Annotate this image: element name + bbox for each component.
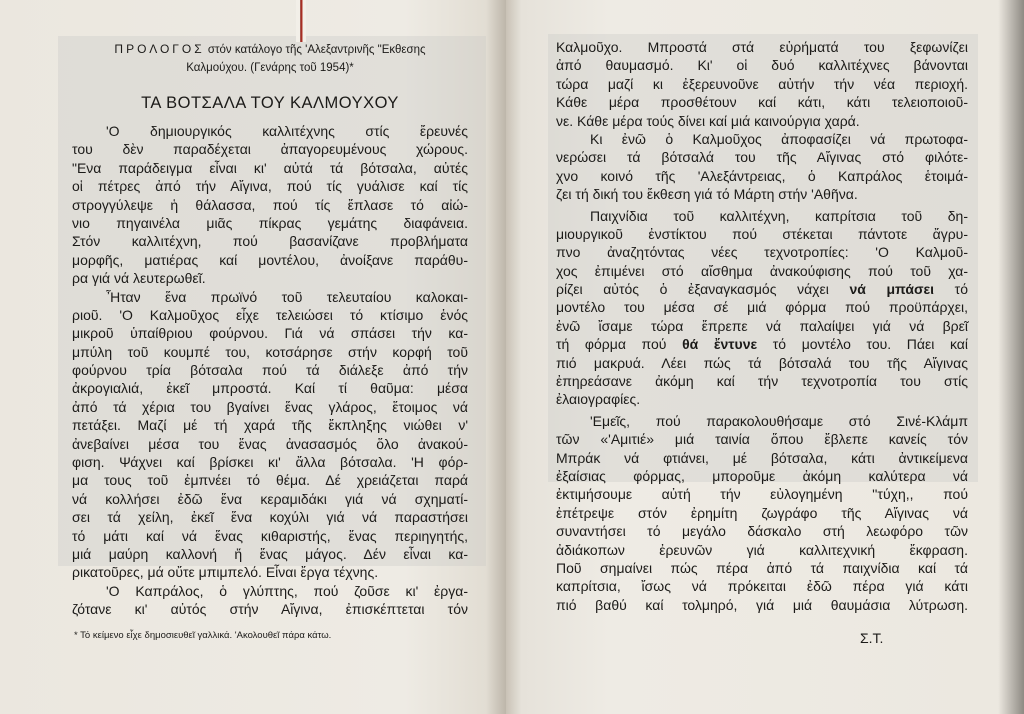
line-text: μιουργικοῦ ἐνστίκτου πού στέκεται πάντοτε ἄγρυ- [556,225,968,242]
line-text: ἐλαιογραφίες. [556,391,641,408]
text-line [72,398,468,416]
line-text: μορφῆς, ματιέρας καί μοντέλου, ἀνοίξανε παράθυ- [72,251,468,268]
text-line [556,93,968,111]
text-line [556,317,968,335]
prologue-header-line2: Καλμούχου. (Γενάρης τοῦ 1954)* [186,62,354,74]
text-line [556,467,968,485]
line-text: τό μάτι καί νά ἕνας κιθαριστής, ἕνας περιηγητής, [72,527,468,544]
text-line [556,167,968,185]
text-line [72,379,468,397]
text-line [72,361,468,379]
text-line [556,185,968,203]
prologue-subtitle: στόν κατάλογο τῆς 'Αλεξαντρινῆς "Εκθεσης [204,44,426,56]
right-text-column [556,38,968,614]
line-text: φιση. Ψάχνει καί βρίσκει κι' ἄλλα βότσαλα. 'Η φόρ- [72,454,468,471]
left-page [0,0,506,714]
line-text: χνο κοινό τῆς 'Αλεξάντρειας, ὁ Καπράλος ἑτοιμά- [556,167,968,184]
text-line [556,280,968,298]
line-text: ἐκτιμήσουμε αὐτή τήν εὐλογημένη ''τύχη,, πού [556,486,968,503]
line-text: 'Ο δημιουργικός καλλιτέχνης στίς ἔρευνές [106,123,468,139]
text-line [72,122,468,140]
line-text: νιο πηγαινέλα μιᾶς πίκρας γεμάτης διαφάνεια. [72,214,468,231]
text-line [72,324,468,342]
text-line [72,251,468,269]
line-text: τό [934,281,968,298]
text-line [556,130,968,148]
text-line [72,416,468,434]
text-line [72,288,468,306]
emphasis-text: νά μπάσει [849,281,935,298]
line-text: ρίζει αὐτός ὁ ἐξαναγκασμός νάχει [556,281,850,298]
text-line [72,435,468,453]
text-line [556,390,968,408]
line-text: ἐπέτρεψε στόν ἐρημίτη ζωγράφο τῆς Αἴγινας νά [556,504,968,521]
text-line [72,196,468,214]
line-text: πιό βαθύ καί τολμηρό, γιά μιά θαυμάσια λύτρωση. [556,596,968,613]
line-text: μιά μαύρη καλλονή ἤ ἕνας μάγος. Δέν εἶναι κα- [72,545,468,562]
text-line [556,412,968,430]
text-line [72,600,468,618]
line-text: ἐνῶ ἴσαμε τώρα ἔπρεπε νά παλαίψει γιά νά βρεῖ [556,317,968,334]
text-line [72,343,468,361]
line-text: ρα γιά νά λευτερωθεῖ. [72,270,206,287]
binding-thread [296,0,306,42]
prologue-label: ΠΡΟΛΟΓΟΣ [114,42,205,56]
text-line [556,298,968,316]
text-line [556,335,968,353]
line-text: ἀπό τά χέρια του βγαίνει ἕνας γλάρος, ἕτοιμος νά [72,398,468,415]
line-text: ἀπό θαυμασμό. Κι' οἱ δυό καλλιτέχνες βάνονται [556,57,968,74]
text-line [556,112,968,130]
line-text: ζότανε κι' αὐτός στήν Αἴγινα, ἐπισκέπτεται τόν [72,601,468,618]
line-text: νε. Κάθε μέρα τούς δίνει καί μιά καινούργια χαρά. [556,112,860,129]
text-line [72,177,468,195]
line-text: τή φόρμα πού [556,336,683,353]
line-text: τό μοντέλο του. Πάει καί [757,336,969,353]
text-line [556,207,968,225]
line-text: "Ενα παράδειγμα εἶναι κι' αὐτά τά βότσαλα, αὐτές [72,159,468,176]
text-line [72,140,468,158]
text-line [556,56,968,74]
line-text: ριοῦ. 'Ο Καλμοῦχος εἶχε τελειώσει τό κτίσιμο ἑνός [72,306,468,323]
text-line [72,159,468,177]
line-text: μικροῦ ὑπαίθριου φούρνου. Γιά νά σπάσει τήν κα- [72,325,468,342]
text-line [556,38,968,56]
line-text: 'Ο Καπράλος, ὁ γλύπτης, πού ζοῦσε κι' ἐργα- [106,582,468,599]
prologue-header [72,42,468,56]
line-text: Ἦταν ἕνα πρωϊνό τοῦ τελευταίου καλοκαι- [106,288,468,305]
line-text: συναντήσει τό μεγάλο δάσκαλο στή λεωφόρο τῶν [556,523,968,540]
line-text: Στόν καλλιτέχνη, πού βασανίζανε προβλήματα [72,233,468,250]
text-line [72,453,468,471]
text-line [556,449,968,467]
line-text: ἐξαίσιας φόρμας, μποροῦμε ἀκόμη καλύτερα νά [556,467,968,484]
line-text: Μπράκ νά φτιάνει, μέ βότσαλα, κάτι ἀντικείμενα [556,449,968,466]
text-line [72,269,468,287]
line-text: νά κολλήσει ἐδῶ ἕνα κεραμιδάκι γιά νά σχηματί- [72,490,468,507]
line-text: καπρίτσια, ἴσως νά πρόκειται ἐδῶ πέρα γιά κάτι [556,578,968,595]
line-text: Παιχνίδια τοῦ καλλιτέχνη, καπρίτσια τοῦ δη- [590,207,968,224]
line-text: ἀνεβαίνει μέσα του ἕνας ἀνασασμός ὅλο ἀνακού- [72,435,468,452]
text-line [72,490,468,508]
text-line [72,582,468,600]
line-text: ρικατοῦρες, μά οὔτε μπιμπελό. Εἶναι ἔργα τέχνης. [72,564,379,581]
text-line [556,148,968,166]
line-text: νερώσει τά βότσαλά του τῆς Αἴγινας στό φιλότε- [556,149,968,166]
text-line [72,471,468,489]
text-line [556,559,968,577]
text-line [556,504,968,522]
line-text: μοντέλο του μέσα σέ μιά φόρμα πού προϋπάρχει, [556,299,968,316]
text-line [72,508,468,526]
text-line [72,527,468,545]
line-text: οἱ πέτρες ἀπό τήν Αἴγινα, πού τίς γυάλισε καί τίς [72,178,468,195]
line-text: του δὲν παραδέχεται ἀπαγορευμένους χώρους. [72,141,468,158]
line-text: ἀκρογιαλιά, ἐκεῖ μπροστά. Καί τί θαῦμα: μέσα [72,380,468,397]
line-text: ζει τή δική του ἔκθεση γιά τό Μάρτη στήν 'Αθῆνα. [556,186,858,203]
line-text: Κι ἐνῶ ὁ Καλμοῦχος ἀποφασίζει νά πρωτοφα- [590,130,968,147]
line-text: ἐπηρεάσανε ἀκόμη καί τήν τεχνοτροπία του στίς [556,373,968,390]
line-text: μπύλη τοῦ κουμπέ του, κοτσάρησε στήν κορφή τοῦ [72,343,468,360]
text-line [556,596,968,614]
line-text: ἀδιάκοπων ἐρευνῶν γιά καλλιτεχνική ἔκφραση. [556,541,968,558]
line-text: τῶν «'Αμιτιέ» μιά ταινία ὅπου ἔβλεπε κανείς τόν [556,431,968,448]
text-line [556,485,968,503]
line-text: φούρνου τρία βότσαλα πού τά διάλεξε ἀπό τήν [72,362,468,379]
text-line [556,430,968,448]
text-line [72,232,468,250]
line-text: Ποῦ σημαίνει πώς πέρα ἀπό τά παιχνίδια καί τά [556,559,968,576]
line-text: σει τά χείλη, ἐκεῖ ἕνα κοχύλι γιά νά παραστήσει [72,509,468,526]
line-text: στρογγύλεψε ἡ θάλασσα, πού τίς ἔπλασε τό αἰώ- [72,196,468,213]
text-line [556,372,968,390]
line-text: πιό μακρυά. Λέει πώς τά βότσαλά του τῆς Αἴγινας [556,354,968,371]
line-text: χος ἐπιμένει στό αἴσθημα ἀνακούφισης πού τοῦ χα- [556,262,968,279]
line-text: Καλμοῦχο. Μπροστά στά εὑρήματά του ξεφωνίζει [556,39,968,55]
line-text: τώρα μαζί κι ἐξερευνοῦνε αὐτήν τήν νέα περιοχή. [556,75,968,92]
text-line [72,545,468,563]
text-line [556,541,968,559]
text-line [72,214,468,232]
line-text: πνο ἀναζητόντας νέες τεχνοτροπίες: 'Ο Καλμοῦ- [556,244,968,261]
line-text: Κάθε μέρα προσθέτουν καί κάτι, κάτι τελειοποιοῦ- [556,94,968,111]
text-line [556,262,968,280]
emphasis-text: θά ἔντυνε [682,336,758,353]
text-line [556,243,968,261]
footnote: * Τό κείμενο εἶχε δημοσιευθεῖ γαλλικά. 'Ακολουθεῖ πάρα κάτω. [74,630,332,641]
text-line [556,225,968,243]
line-text: 'Εμεῖς, πού παρακολουθήσαμε στό Σινέ-Κλάμπ [590,412,968,429]
line-text: πετάξει. Μαζί μέ τή χαρά τῆς ἔκπληξης νιώθει ν' [72,417,468,434]
right-page [506,0,1024,714]
left-text-column [72,122,468,619]
text-line [556,522,968,540]
text-line [556,577,968,595]
author-signature: Σ.Τ. [860,630,884,646]
line-text: μα τους τοῦ ἐμπνέει τό θέμα. Δέ χρειάζεται παρά [72,472,468,489]
text-line [556,75,968,93]
text-line [72,306,468,324]
text-line [72,563,468,581]
text-line [556,354,968,372]
article-title: ΤΑ ΒΟΤΣΑΛΑ ΤΟΥ ΚΑΛΜΟΥΧΟΥ [141,94,399,112]
